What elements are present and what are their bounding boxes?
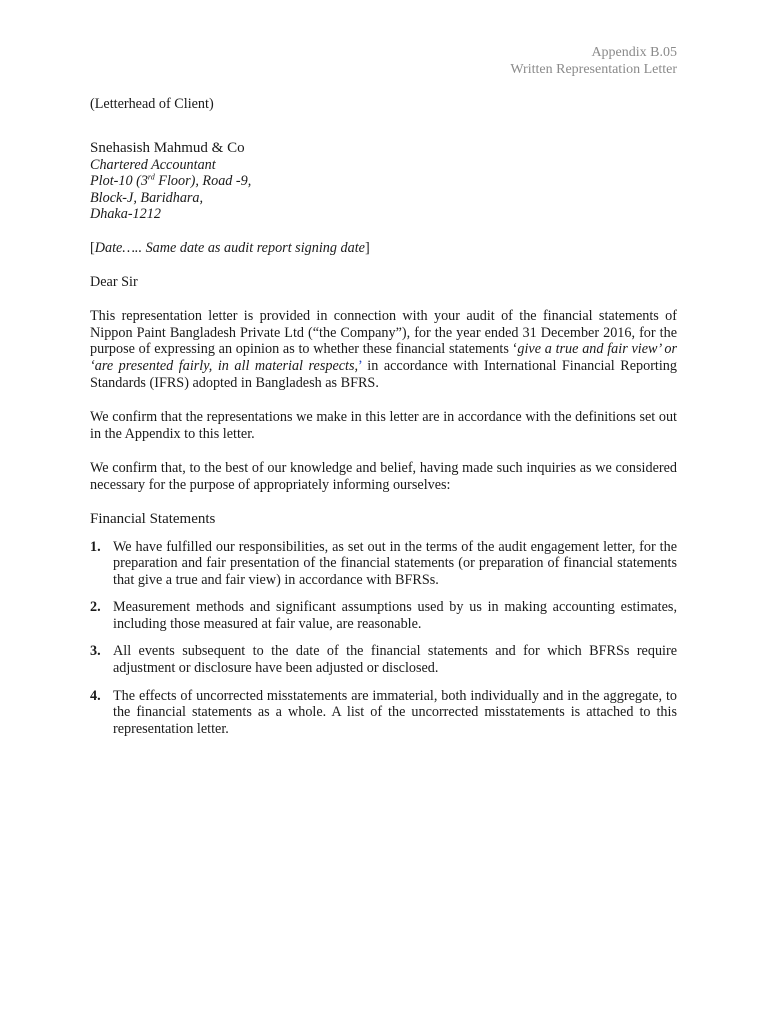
date-bracket-open: [	[90, 239, 95, 256]
date-bracket-close: ]	[364, 239, 370, 256]
list-item	[90, 599, 677, 632]
salutation: Dear Sir	[90, 273, 138, 290]
section-heading-financial-statements: Financial Statements	[90, 510, 216, 527]
list-item-number: 1.	[90, 538, 101, 555]
paragraph-purpose	[90, 308, 677, 391]
paragraph-purpose-part-1: This representation letter is provided in connection with your audit of the financial statements of Nippon Paint Bangladesh Private Ltd (“the Company”), for the year ended 31 December 2016, for the purpose of expressing an opinion as to whether these financial statements ‘	[90, 308, 677, 358]
list-item-text: Measurement methods and significant assumptions used by us in making accounting estimates, including those measured at fair value, are reasonable.	[113, 599, 677, 632]
addressee-address-line-3: Dhaka-1212	[90, 206, 161, 223]
addressee-name: Snehasish Mahmud & Co	[90, 139, 245, 156]
paragraph-confirmation: We confirm that, to the best of our knowledge and belief, having made such inquiries as we considered necessary for the purpose of appropriately informing ourselves:	[90, 460, 677, 493]
date-placeholder: Date….. Same date as audit report signing date	[94, 239, 365, 256]
letterhead-placeholder: (Letterhead of Client)	[90, 96, 214, 112]
document-header	[90, 44, 677, 78]
addressee-address-line-1	[90, 173, 677, 190]
list-item-number: 3.	[90, 643, 101, 660]
list-item-text: All events subsequent to the date of the financial statements and for which BFRSs require adjustment or disclosure have been adjusted or disclosed.	[113, 643, 677, 677]
list-item-number: 4.	[90, 687, 101, 704]
paragraph-purpose-italic: give a true and fair view’ or ‘are presented fairly, in all material respects,	[90, 341, 677, 374]
addressee-block	[90, 140, 677, 223]
addressee-address-line-2: Block-J, Baridhara,	[90, 189, 204, 206]
paragraph-purpose-quote: ’	[358, 357, 362, 374]
list-item	[90, 643, 677, 676]
address-line-1-sup: rd	[147, 172, 155, 182]
representations-list	[90, 539, 677, 738]
paragraph-definitions: We confirm that the representations we make in this letter are in accordance with the definitions set out in the Appendix to this letter.	[90, 409, 677, 442]
paragraph-purpose-part-2: in accordance with International Financial Reporting Standards (IFRS) adopted in Bangladesh as BFRS.	[90, 357, 677, 391]
list-item	[90, 539, 677, 589]
list-item-number: 2.	[90, 599, 101, 616]
appendix-label: Appendix B.05	[591, 45, 677, 60]
addressee-title: Chartered Accountant	[90, 156, 216, 173]
address-line-1-pre: Plot-10 (3	[90, 173, 148, 190]
list-item	[90, 688, 677, 738]
list-item-text: We have fulfilled our responsibilities, as set out in the terms of the audit engagement letter, for the preparation and fair presentation of the financial statements (or preparation of financial statements that give a true and fair view) in accordance with BFRSs.	[113, 538, 677, 588]
document-page	[90, 44, 677, 748]
date-line	[90, 240, 677, 257]
list-item-text: The effects of uncorrected misstatements are immaterial, both individually and in the aggregate, to the financial statements as a whole. A list of the uncorrected misstatements is attached to this representation letter.	[113, 687, 677, 737]
document-subtitle: Written Representation Letter	[510, 62, 677, 77]
address-line-1-post: Floor), Road -9,	[154, 173, 252, 190]
